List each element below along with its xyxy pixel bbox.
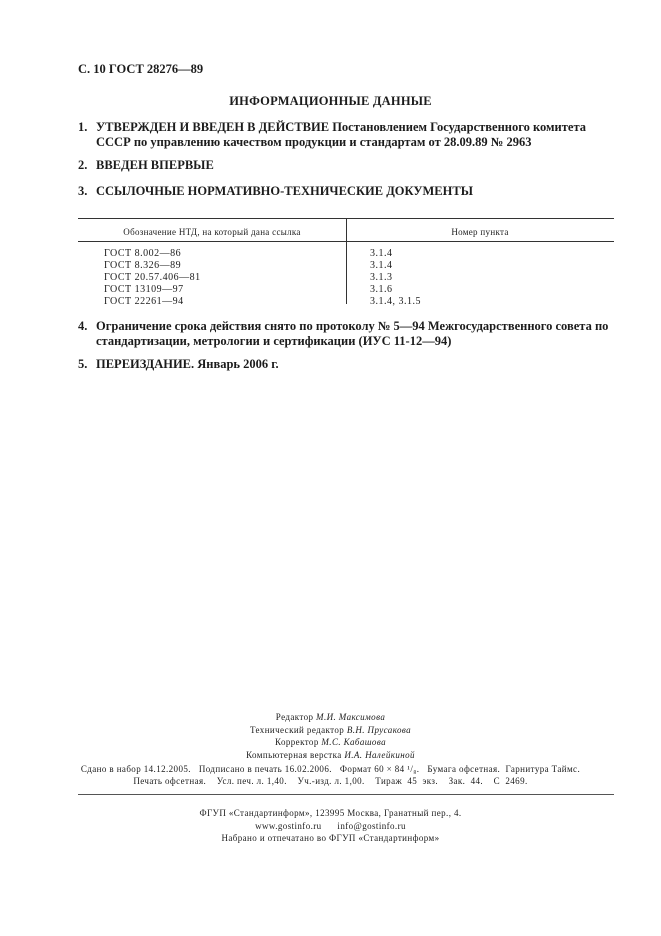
- publisher-contacts: www.gostinfo.ru info@gostinfo.ru: [255, 820, 406, 831]
- item-number: 4.: [78, 319, 88, 333]
- info-item-4: [78, 319, 618, 349]
- table-cell-doc: ГОСТ 8.002—86: [104, 248, 182, 259]
- item-text: Постановлением Государственного комитета СССР по управлению качеством продукции и стандартам от 28.09.89 № 2963: [96, 120, 586, 149]
- item-number: 5.: [78, 357, 88, 371]
- table-cell-clause: 3.1.6: [370, 284, 393, 295]
- table-cell-doc: ГОСТ 20.57.406—81: [104, 272, 201, 283]
- info-item-1: [78, 120, 618, 150]
- credits-block: [0, 711, 661, 761]
- page-header: С. 10 ГОСТ 28276—89: [78, 62, 204, 76]
- credit-editor: Редактор М.И. Максимова: [275, 712, 386, 722]
- credit-layout: Компьютерная верстка И.А. Налейкиной: [246, 749, 415, 760]
- table-cell-clause: 3.1.4: [370, 248, 393, 259]
- reference-table: [78, 218, 614, 307]
- table-cell-clause: 3.1.4, 3.1.5: [370, 296, 421, 307]
- footer-divider: [78, 794, 614, 795]
- table-header-document: Обозначение НТД, на который дана ссылка: [123, 227, 301, 237]
- publication-line-2: Печать офсетная. Усл. печ. л. 1,40. Уч.-изд. л. 1,00. Тираж 45 экз. Зак. 44. С 2469.: [133, 776, 528, 786]
- item-number: 2.: [78, 158, 88, 172]
- item-lead: ВВЕДЕН ВПЕРВЫЕ: [96, 158, 214, 172]
- table-column-clauses: [370, 248, 421, 308]
- table-cell-clause: 3.1.4: [370, 260, 393, 271]
- table-column-documents: [104, 248, 201, 308]
- table-cell-doc: ГОСТ 8.326—89: [104, 260, 182, 271]
- publication-details: [0, 763, 661, 787]
- item-lead: Ограничение срока действия снято по протоколу № 5—94 Межгосударственного совета по стандартизации, метрологии и сертификации (ИУС 11-12—94): [96, 319, 609, 348]
- table-cell-clause: 3.1.3: [370, 272, 393, 283]
- publisher-print-note: Набрано и отпечатано во ФГУП «Стандартинформ»: [221, 833, 440, 843]
- info-item-3: [78, 184, 618, 199]
- publisher-footer: [0, 807, 661, 845]
- publication-line-1: Сдано в набор 14.12.2005. Подписано в печать 16.02.2006. Формат 60 × 84 ¹/₈. Бумага офсетная. Гарнитура Таймс.: [80, 764, 581, 774]
- publisher-address: ФГУП «Стандартинформ», 123995 Москва, Гранатный пер., 4.: [199, 808, 462, 818]
- table-cell-doc: ГОСТ 13109—97: [104, 284, 184, 295]
- section-title: ИНФОРМАЦИОННЫЕ ДАННЫЕ: [229, 94, 432, 108]
- item-lead: ССЫЛОЧНЫЕ НОРМАТИВНО-ТЕХНИЧЕСКИЕ ДОКУМЕНТЫ: [96, 184, 473, 198]
- item-lead: УТВЕРЖДЕН И ВВЕДЕН В ДЕЙСТВИЕ: [96, 120, 330, 134]
- item-number: 1.: [78, 120, 88, 134]
- info-item-5: [78, 357, 618, 372]
- credit-proofreader: Корректор М.С. Кабашова: [275, 737, 386, 747]
- item-number: 3.: [78, 184, 88, 198]
- item-lead: ПЕРЕИЗДАНИЕ. Январь 2006 г.: [96, 357, 279, 371]
- credit-tech-editor: Технический редактор В.Н. Прусакова: [249, 724, 412, 735]
- table-header-clause: Номер пункта: [451, 227, 509, 237]
- info-item-2: [78, 158, 618, 173]
- table-cell-doc: ГОСТ 22261—94: [104, 296, 184, 307]
